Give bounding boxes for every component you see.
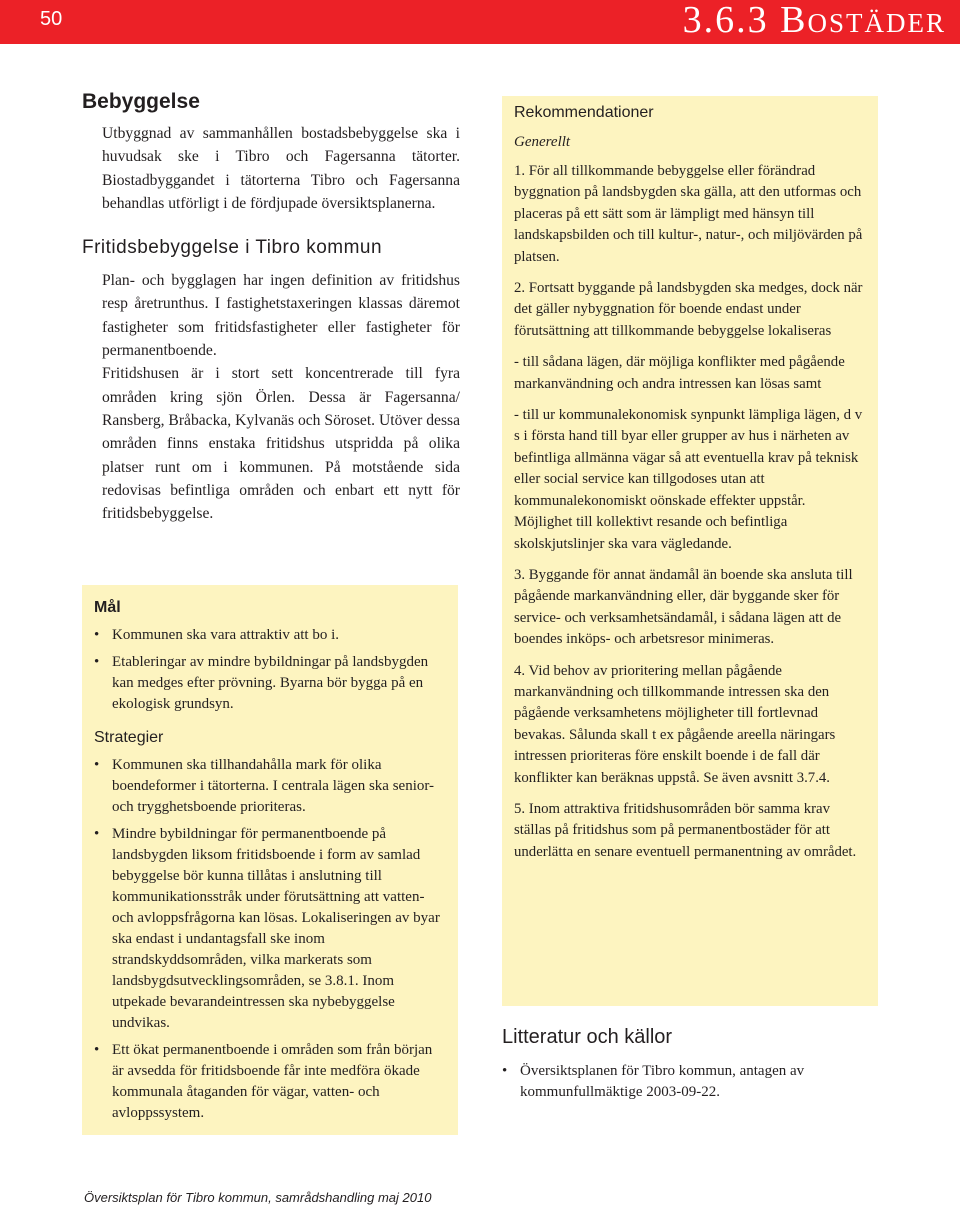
list-item: • Etableringar av mindre bybildningar på landsbygden kan medges efter prövning. Byarna bör bygga på en ekologisk grundsyn. (94, 654, 429, 712)
recommendations-heading: Rekommendationer (514, 104, 654, 121)
recommendation-paragraph: 3. Byggande för annat ändamål än boende ska ansluta till pågående markanvändning eller, där byggande sker för service- och verksamhetsändamål, i sådana lägen att de boendes inköps- och arbetsresor minimeras. (514, 566, 853, 648)
bullet-icon: • (94, 1042, 100, 1058)
left-column (82, 90, 460, 525)
fritidshus-paragraph-2: Fritidshusen är i stort sett koncentrerade till fyra områden kring sjön Örlen. Dessa är Fagersanna/ Ransberg, Bråbacka, Kylvanäs och Söroset. Utöver dessa områden finns enstaka fritidshus utspridda på olika platser runt om i kommunen. På motstående sida redovisas befintliga områden och enbart ett nytt för fritidsbebyggelse. (102, 365, 460, 523)
goals-box (82, 585, 458, 1135)
recommendations-subheading: Generellt (514, 134, 571, 150)
references-heading: Litteratur och källor (502, 1026, 673, 1048)
references-section (502, 1026, 878, 1109)
bullet-icon: • (502, 1063, 508, 1079)
bullet-icon: • (94, 654, 100, 670)
section-title: 3.6.3 Bostäder (682, 0, 946, 41)
recommendation-paragraph: 2. Fortsatt byggande på landsbygden ska medges, dock när det gäller nybyggnation för boende endast under förutsättning att tillkommande bebyggelse lokaliseras (514, 280, 863, 339)
recommendation-paragraph: 5. Inom attraktiva fritidshusområden bör samma krav ställas på fritidshus som på permanentbostäder för att underlätta en senare eventuell permanentning av området. (514, 800, 857, 860)
bullet-icon: • (94, 757, 100, 773)
heading-fritidsbebyggelse: Fritidsbebyggelse i Tibro kommun (82, 237, 383, 259)
recommendation-paragraph: - till sådana lägen, där möjliga konflikter med pågående markanvändning och andra intressen kan lösas samt (514, 354, 845, 392)
goals-heading: Mål (94, 599, 121, 616)
strategies-heading: Strategier (94, 729, 164, 746)
list-item: • Mindre bybildningar för permanentboende på landsbygden liksom fritidsboende i form av samlad bebyggelse bör kunna tillåtas i anslutning till kommunikationsstråk under förutsättning att vatten- och avloppsfrågorna kan lösas. Lokaliseringen av byar ska endast i undantagsfall ske inom strandskyddsområden, vilka markerats som landsbygdsutvecklingsområden, se 3.8.1. Inom utpekade bevarandeintressen ska nybebyggelse undvikas. (94, 826, 440, 1031)
recommendation-paragraph: 1. För all tillkommande bebyggelse eller förändrad byggnation på landsbygden ska gälla, att den utformas och placeras på ett sätt som är lämpligt med hänsyn till landskapsbilden och till kultur-, natur-, och miljövärden på platsen. (514, 163, 863, 265)
recommendation-paragraph: 4. Vid behov av prioritering mellan pågående markanvändning och tillkommande intressen ska den pågående verksamhetens möjligheter till fortlevnad bevakas. Sålunda skall t ex pågående areella näringars intressen prioriteras före enskilt boende i de fall där konflikter kan beräknas uppstå. Se även avsnitt 3.7.4. (514, 662, 836, 786)
recommendation-paragraph: - till ur kommunalekonomisk synpunkt lämpliga lägen, d v s i första hand till byar eller grupper av hus i närheten av befintliga allmänna vägar så att eventuella krav på teknisk eller social service kan tillgodoses utan att kommunalekonomiskt oönskade effekter uppstår. Möjlighet till kollektivt resande och befintliga skolskjutslinjer ska vara vägledande. (514, 407, 863, 552)
strategies-list (94, 755, 446, 1124)
bullet-icon: • (94, 826, 100, 842)
page-footer: Översiktsplan för Tibro kommun, samrådshandling maj 2010 (84, 1190, 432, 1205)
header-bar (0, 0, 960, 44)
fritidshus-paragraph-1: Plan- och bygglagen har ingen definition av fritidshus resp åretrunthus. I fastighetstaxeringen klassas däremot fastigheter som fritidsfastigheter eller fastigheter för permanentboende. (102, 272, 460, 360)
intro-paragraph: Utbyggnad av sammanhållen bostadsbebyggelse ska i huvudsak ske i Tibro och Fagersanna tätorter. Biostadbyggandet i tätorterna Tibro och Fagersanna behandlas utförligt i de fördjupade översiktsplanerna. (102, 125, 460, 212)
list-item: • Översiktsplanen för Tibro kommun, antagen av kommunfullmäktige 2003-09-22. (502, 1063, 805, 1100)
goals-list (94, 625, 446, 715)
list-item: • Kommunen ska vara attraktiv att bo i. (94, 625, 446, 646)
references-list (502, 1061, 878, 1103)
page-number: 50 (40, 8, 63, 30)
recommendations-box (502, 96, 878, 1006)
list-item: • Ett ökat permanentboende i områden som från början är avsedda för fritidsboende får inte medföra ökade kommunala åtaganden för vägar, vatten- och avloppssystem. (94, 1042, 433, 1121)
list-item: • Kommunen ska tillhandahålla mark för olika boendeformer i tätorterna. I centrala lägen ska senior- och trygghetsboende prioriteras. (94, 757, 435, 815)
bullet-icon: • (94, 627, 100, 643)
heading-bebyggelse: Bebyggelse (82, 90, 200, 113)
